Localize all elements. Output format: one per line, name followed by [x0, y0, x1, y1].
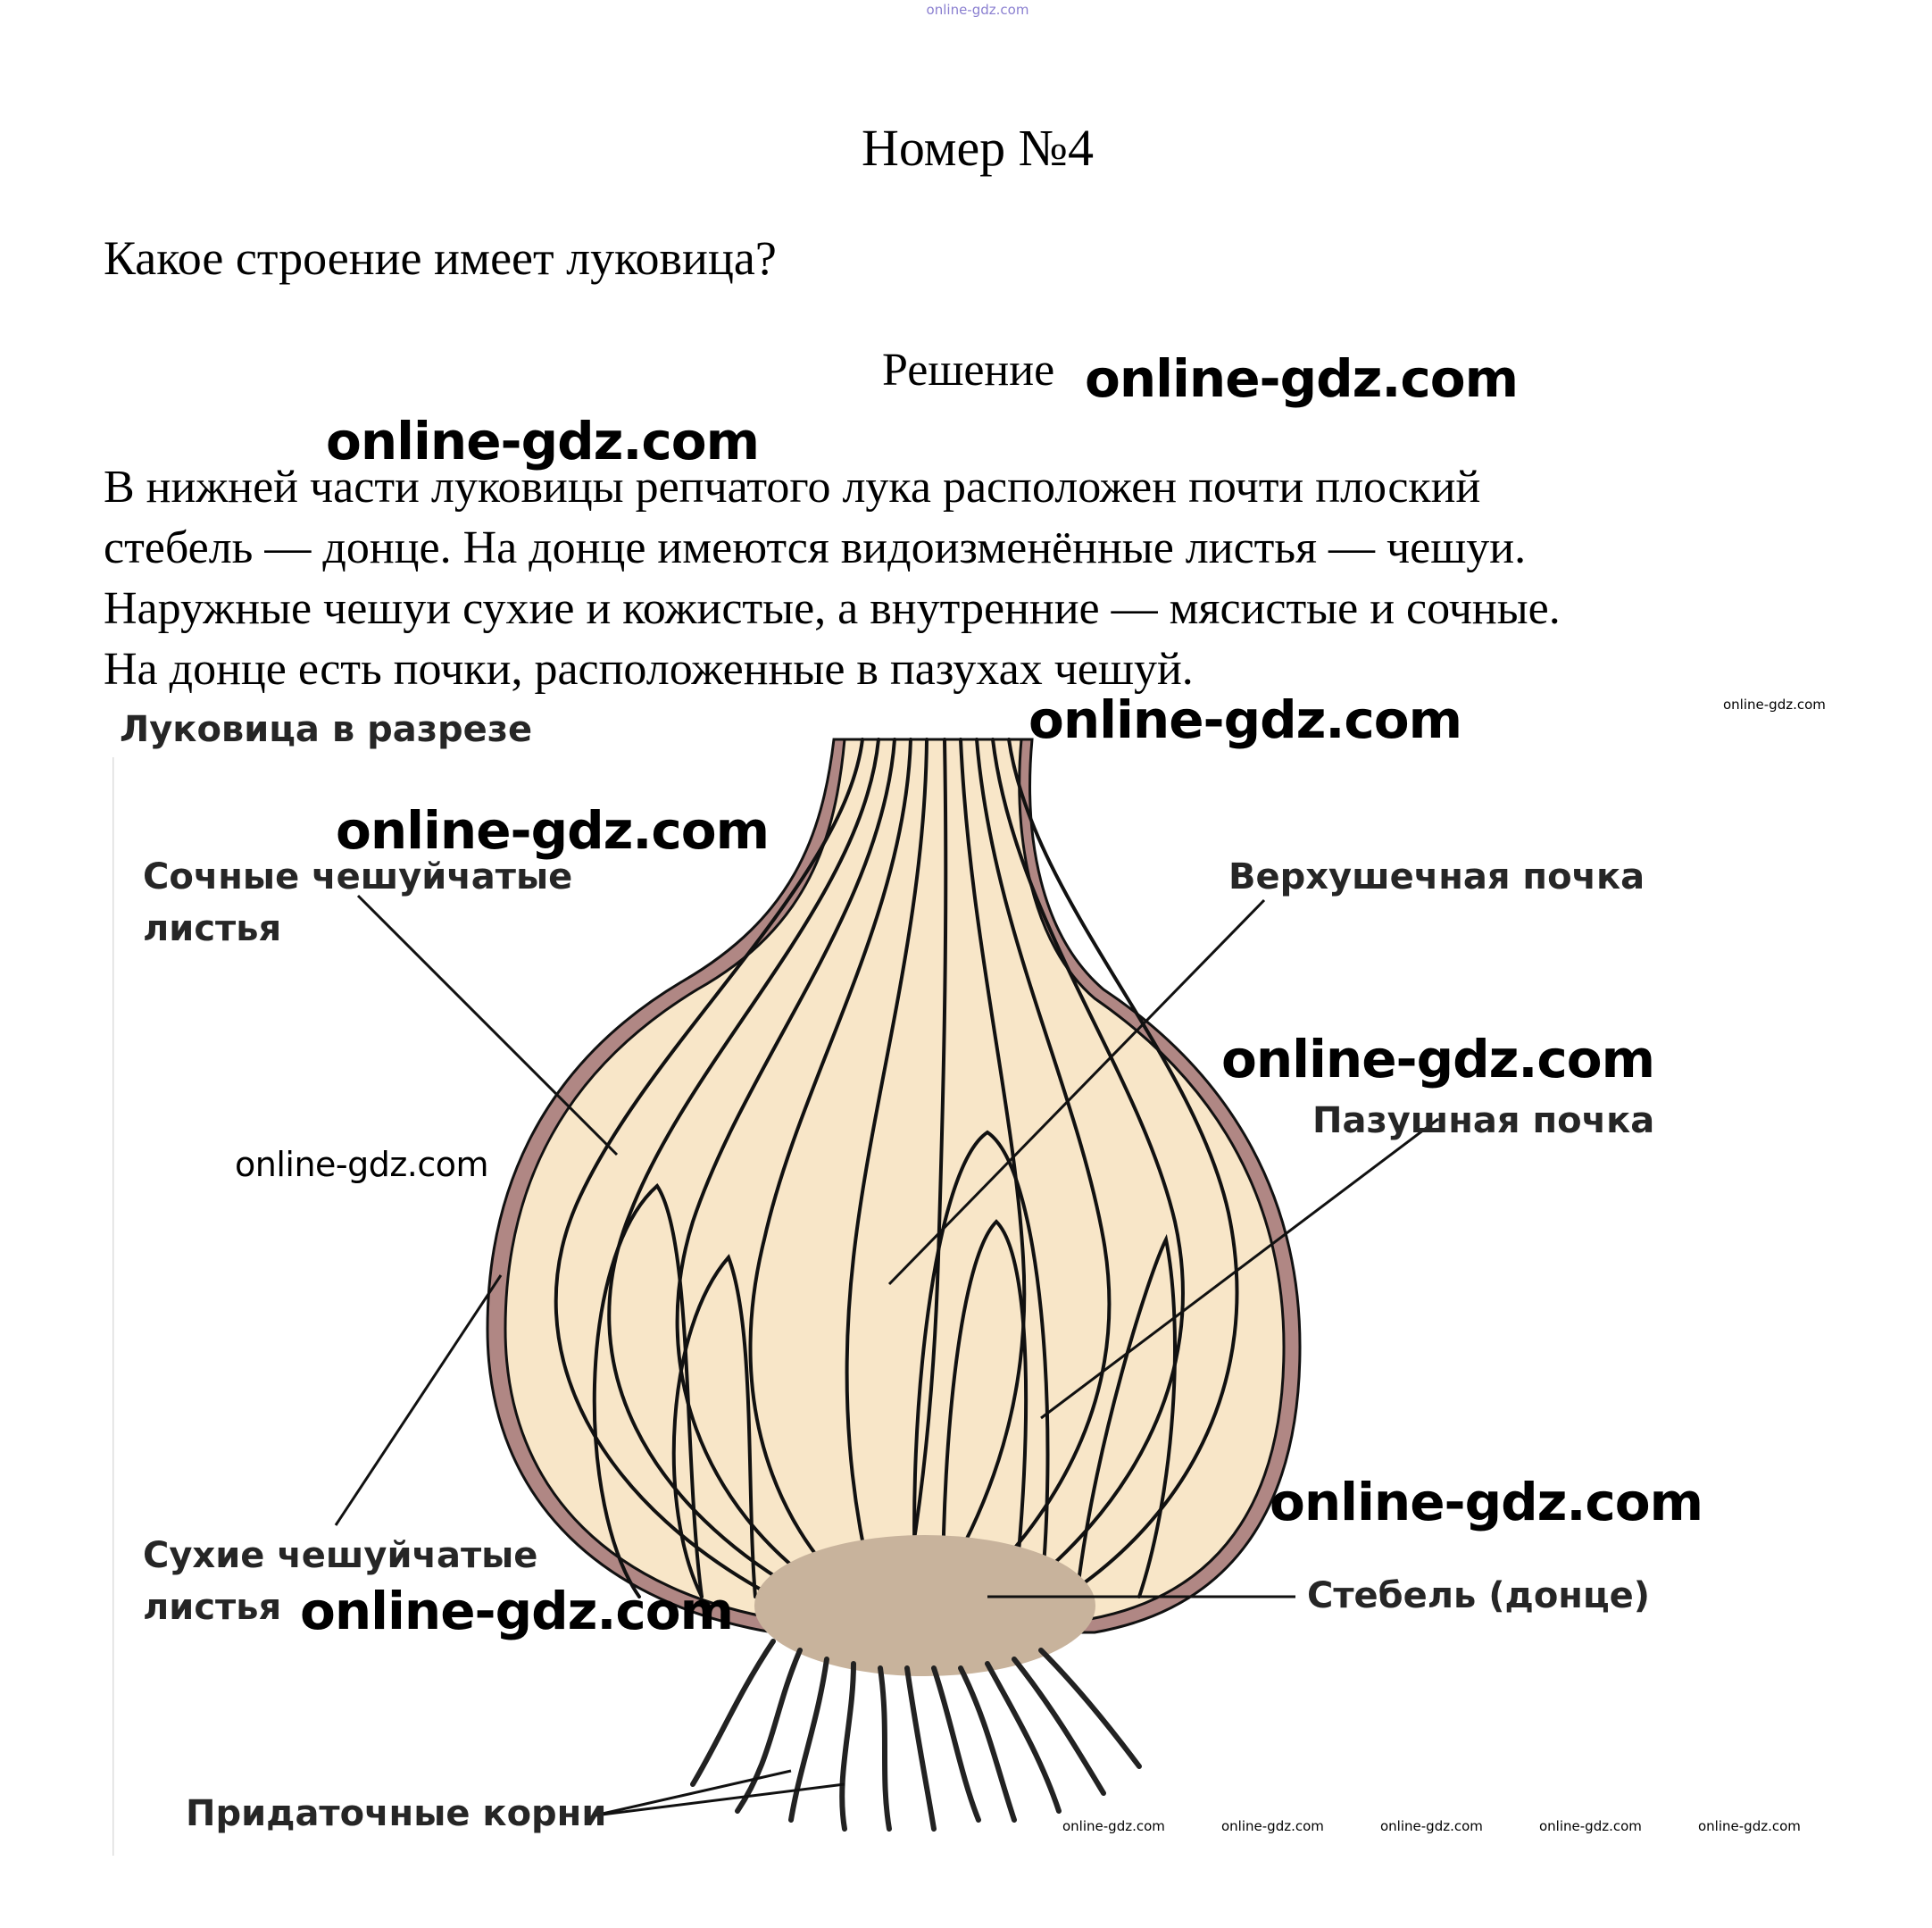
watermark: online-gdz.com	[1723, 697, 1826, 713]
label-juicy-scales-line1: Сочные чешуйчатые	[143, 856, 573, 897]
label-dry-scales-line2: листья	[143, 1587, 282, 1628]
question-text: Какое строение имеет луковица?	[104, 231, 777, 285]
watermark: online-gdz.com	[1539, 1818, 1642, 1834]
label-stem: Стебель (донце)	[1307, 1575, 1651, 1616]
solution-line: В нижней части луковицы репчатого лука расположен почти плоский	[104, 462, 1481, 513]
watermark: online-gdz.com	[235, 1145, 489, 1184]
watermark: online-gdz.com	[336, 800, 770, 861]
watermark: online-gdz.com	[1221, 1029, 1655, 1089]
watermark: online-gdz.com	[1085, 348, 1519, 409]
watermark: online-gdz.com	[1698, 1818, 1801, 1834]
watermark: online-gdz.com	[1380, 1818, 1483, 1834]
watermark: online-gdz.com	[300, 1581, 734, 1641]
label-roots: Придаточные корни	[186, 1793, 607, 1834]
solution-line: стебель — донце. На донце имеются видоизменённые листья — чешуи.	[104, 522, 1527, 573]
label-apical-bud: Верхушечная почка	[1228, 856, 1645, 897]
watermark: online-gdz.com	[1028, 689, 1462, 750]
solution-line: На донце есть почки, расположенные в пазухах чешуй.	[104, 644, 1194, 695]
watermark: online-gdz.com	[1270, 1472, 1703, 1532]
label-dry-scales-line1: Сухие чешуйчатые	[143, 1535, 538, 1576]
solution-line: Наружные чешуи сухие и кожистые, а внутренние — мясистые и сочные.	[104, 583, 1561, 634]
label-juicy-scales-line2: листья	[143, 908, 282, 949]
watermark: online-gdz.com	[1062, 1818, 1165, 1834]
watermark: online-gdz.com	[1221, 1818, 1324, 1834]
watermark: online-gdz.com	[326, 411, 760, 472]
label-axillary-bud: Пазушная почка	[1312, 1100, 1655, 1141]
solution-label: Решение	[882, 345, 1055, 396]
page-title: Номер №4	[861, 119, 1095, 177]
top-watermark: online-gdz.com	[926, 2, 1029, 18]
solution-text	[104, 457, 1853, 700]
label-juicy-scales	[143, 851, 572, 955]
figure-title: Луковица в разрезе	[120, 709, 533, 750]
